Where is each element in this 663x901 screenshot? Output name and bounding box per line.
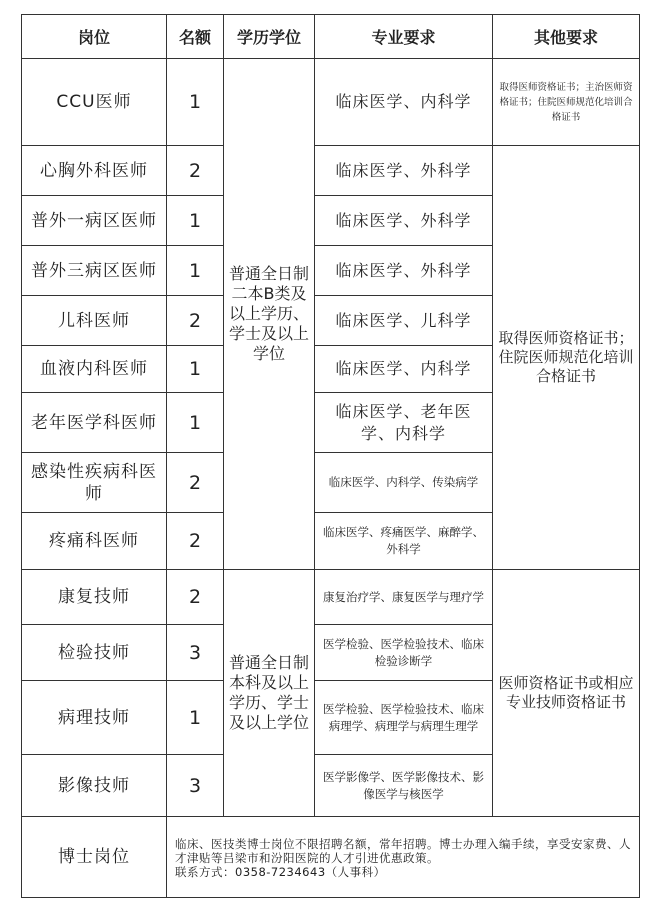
phd-note: 临床、医技类博士岗位不限招聘名额，常年招聘。博士办理入编手续，享受安家费、人才津贴等吕梁市和汾阳医院的人才引进优惠政策。 — [175, 837, 631, 865]
position-cell: 康复技师 — [22, 570, 167, 625]
count-cell: 2 — [167, 570, 224, 625]
count-cell: 1 — [167, 59, 224, 146]
count-cell: 2 — [167, 453, 224, 513]
count-cell: 1 — [167, 393, 224, 453]
count-cell: 3 — [167, 755, 224, 817]
major-cell: 临床医学、老年医学、内科学 — [315, 393, 493, 453]
count-cell: 1 — [167, 681, 224, 755]
major-cell: 临床医学、内科学 — [315, 59, 493, 146]
table-row — [22, 59, 640, 146]
position-cell: 疼痛科医师 — [22, 513, 167, 570]
position-cell: CCU医师 — [22, 59, 167, 146]
count-cell: 2 — [167, 513, 224, 570]
phd-note-cell — [167, 817, 640, 898]
count-cell: 1 — [167, 196, 224, 246]
count-cell: 3 — [167, 625, 224, 681]
major-cell: 康复治疗学、康复医学与理疗学 — [315, 570, 493, 625]
phd-position-cell: 博士岗位 — [22, 817, 167, 898]
education-cell: 普通全日制本科及以上学历、学士及以上学位 — [224, 570, 315, 817]
major-cell: 临床医学、内科学、传染病学 — [315, 453, 493, 513]
major-cell: 临床医学、内科学 — [315, 346, 493, 393]
major-cell: 临床医学、外科学 — [315, 246, 493, 296]
major-cell: 临床医学、外科学 — [315, 146, 493, 196]
position-cell: 普外一病区医师 — [22, 196, 167, 246]
position-cell: 影像技师 — [22, 755, 167, 817]
header-education: 学历学位 — [224, 15, 315, 59]
major-cell: 医学影像学、医学影像技术、影像医学与核医学 — [315, 755, 493, 817]
position-cell: 儿科医师 — [22, 296, 167, 346]
major-cell: 医学检验、医学检验技术、临床病理学、病理学与病理生理学 — [315, 681, 493, 755]
header-major: 专业要求 — [315, 15, 493, 59]
major-cell: 临床医学、疼痛医学、麻醉学、外科学 — [315, 513, 493, 570]
other-cell: 取得医师资格证书；主治医师资格证书；住院医师规范化培训合格证书 — [493, 59, 640, 146]
position-cell: 普外三病区医师 — [22, 246, 167, 296]
education-cell: 普通全日制二本B类及以上学历、学士及以上学位 — [224, 59, 315, 570]
count-cell: 2 — [167, 296, 224, 346]
count-cell: 1 — [167, 346, 224, 393]
major-cell: 临床医学、儿科学 — [315, 296, 493, 346]
position-cell: 检验技师 — [22, 625, 167, 681]
position-cell: 病理技师 — [22, 681, 167, 755]
table-row — [22, 570, 640, 625]
other-cell: 医师资格证书或相应专业技师资格证书 — [493, 570, 640, 817]
position-cell: 血液内科医师 — [22, 346, 167, 393]
major-cell: 临床医学、外科学 — [315, 196, 493, 246]
table-row — [22, 146, 640, 196]
count-cell: 2 — [167, 146, 224, 196]
phd-row — [22, 817, 640, 898]
position-cell: 老年医学科医师 — [22, 393, 167, 453]
count-cell: 1 — [167, 246, 224, 296]
header-position: 岗位 — [22, 15, 167, 59]
header-row — [22, 15, 640, 59]
position-cell: 心胸外科医师 — [22, 146, 167, 196]
recruitment-table — [21, 14, 640, 898]
contact-info: 联系方式：0358-7234643（人事科） — [175, 865, 386, 879]
major-cell: 医学检验、医学检验技术、临床检验诊断学 — [315, 625, 493, 681]
position-cell: 感染性疾病科医师 — [22, 453, 167, 513]
header-count: 名额 — [167, 15, 224, 59]
other-cell: 取得医师资格证书；住院医师规范化培训合格证书 — [493, 146, 640, 570]
header-other: 其他要求 — [493, 15, 640, 59]
